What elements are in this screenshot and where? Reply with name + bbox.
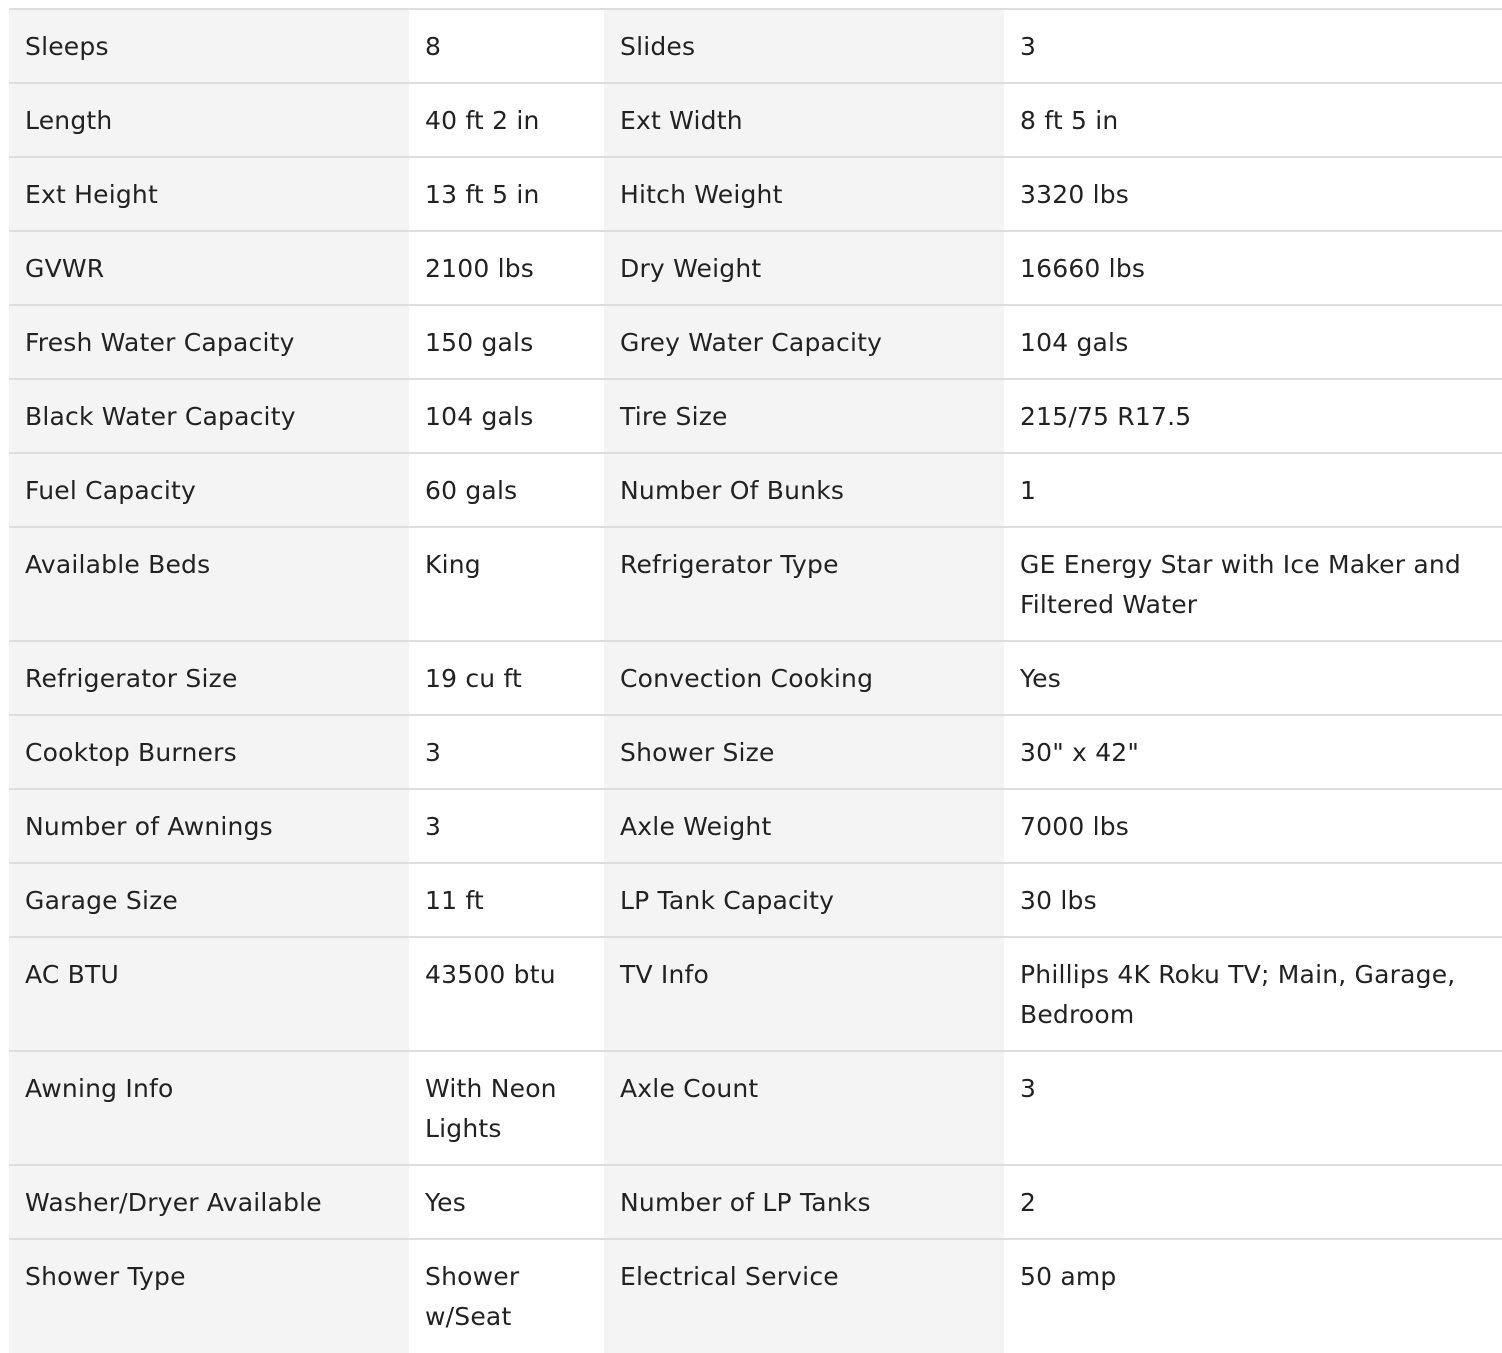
spec-value: 16660 lbs — [1004, 231, 1502, 305]
spec-value: 30 lbs — [1004, 863, 1502, 937]
spec-value: 104 gals — [1004, 305, 1502, 379]
spec-value: King — [409, 527, 604, 641]
spec-label: AC BTU — [9, 937, 409, 1051]
spec-label: Tire Size — [604, 379, 1004, 453]
spec-value: 30" x 42" — [1004, 715, 1502, 789]
spec-row — [9, 789, 1502, 863]
spec-value: Shower w/Seat — [409, 1239, 604, 1353]
spec-label: Dry Weight — [604, 231, 1004, 305]
spec-row — [9, 1165, 1502, 1239]
spec-row — [9, 1051, 1502, 1165]
spec-row — [9, 937, 1502, 1051]
spec-value: 2100 lbs — [409, 231, 604, 305]
spec-value: Yes — [409, 1165, 604, 1239]
spec-row — [9, 641, 1502, 715]
spec-label: Slides — [604, 9, 1004, 83]
spec-row — [9, 231, 1502, 305]
spec-label: Hitch Weight — [604, 157, 1004, 231]
spec-label: Available Beds — [9, 527, 409, 641]
spec-label: Grey Water Capacity — [604, 305, 1004, 379]
spec-value: 150 gals — [409, 305, 604, 379]
spec-value: Phillips 4K Roku TV; Main, Garage, Bedroom — [1004, 937, 1502, 1051]
spec-value: GE Energy Star with Ice Maker and Filtered Water — [1004, 527, 1502, 641]
spec-value: 43500 btu — [409, 937, 604, 1051]
spec-label: Axle Count — [604, 1051, 1004, 1165]
spec-label: Ext Width — [604, 83, 1004, 157]
spec-value: 8 — [409, 9, 604, 83]
spec-label: Refrigerator Type — [604, 527, 1004, 641]
spec-value: With Neon Lights — [409, 1051, 604, 1165]
spec-row — [9, 379, 1502, 453]
spec-row — [9, 863, 1502, 937]
spec-value: 11 ft — [409, 863, 604, 937]
spec-row — [9, 715, 1502, 789]
spec-value: 2 — [1004, 1165, 1502, 1239]
spec-label: Black Water Capacity — [9, 379, 409, 453]
spec-row — [9, 527, 1502, 641]
spec-value: 40 ft 2 in — [409, 83, 604, 157]
spec-value: 3320 lbs — [1004, 157, 1502, 231]
spec-label: Shower Size — [604, 715, 1004, 789]
spec-row — [9, 83, 1502, 157]
spec-label: Fresh Water Capacity — [9, 305, 409, 379]
spec-label: LP Tank Capacity — [604, 863, 1004, 937]
spec-label: Washer/Dryer Available — [9, 1165, 409, 1239]
spec-label: Garage Size — [9, 863, 409, 937]
spec-label: Sleeps — [9, 9, 409, 83]
spec-label: Number Of Bunks — [604, 453, 1004, 527]
spec-row — [9, 157, 1502, 231]
spec-value: 3 — [1004, 9, 1502, 83]
spec-label: Convection Cooking — [604, 641, 1004, 715]
spec-value: 3 — [1004, 1051, 1502, 1165]
spec-row — [9, 305, 1502, 379]
spec-value: 7000 lbs — [1004, 789, 1502, 863]
spec-label: Refrigerator Size — [9, 641, 409, 715]
spec-value: 8 ft 5 in — [1004, 83, 1502, 157]
spec-value: 19 cu ft — [409, 641, 604, 715]
spec-value: 3 — [409, 789, 604, 863]
spec-value: 60 gals — [409, 453, 604, 527]
spec-value: Yes — [1004, 641, 1502, 715]
spec-label: GVWR — [9, 231, 409, 305]
spec-label: Fuel Capacity — [9, 453, 409, 527]
spec-value: 50 amp — [1004, 1239, 1502, 1353]
spec-row — [9, 1239, 1502, 1353]
spec-label: Axle Weight — [604, 789, 1004, 863]
spec-label: Number of LP Tanks — [604, 1165, 1004, 1239]
spec-label: Ext Height — [9, 157, 409, 231]
spec-row — [9, 453, 1502, 527]
spec-label: Cooktop Burners — [9, 715, 409, 789]
spec-value: 13 ft 5 in — [409, 157, 604, 231]
spec-label: Awning Info — [9, 1051, 409, 1165]
spec-label: TV Info — [604, 937, 1004, 1051]
spec-label: Length — [9, 83, 409, 157]
spec-value: 3 — [409, 715, 604, 789]
spec-value: 215/75 R17.5 — [1004, 379, 1502, 453]
specifications-table — [9, 8, 1502, 1353]
spec-value: 1 — [1004, 453, 1502, 527]
spec-label: Shower Type — [9, 1239, 409, 1353]
spec-value: 104 gals — [409, 379, 604, 453]
spec-label: Electrical Service — [604, 1239, 1004, 1353]
spec-label: Number of Awnings — [9, 789, 409, 863]
spec-row — [9, 9, 1502, 83]
